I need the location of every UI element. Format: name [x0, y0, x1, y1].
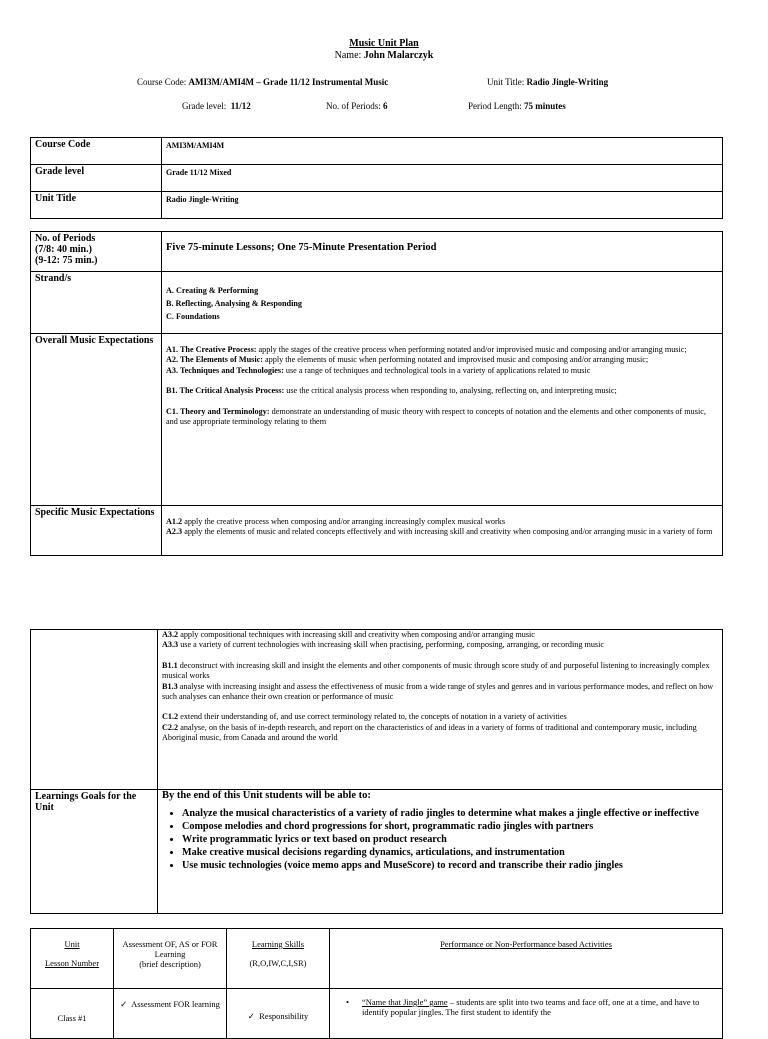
unit-title-label: Unit Title: [487, 77, 525, 87]
periods-line [326, 101, 388, 111]
expectation-item [162, 723, 718, 744]
expectation-item [162, 661, 718, 682]
expectation-text: apply the creative process when composing and/or arranging increasingly complex musical works [182, 517, 506, 526]
expectations-table [30, 231, 723, 556]
expectation-code: C1. Theory and Terminology: [166, 406, 270, 416]
unit-title-cell-label: Unit Title [31, 192, 162, 219]
name-label: Name: [334, 50, 362, 61]
period-length-label: Period Length: [468, 101, 522, 111]
specific-cell [162, 506, 723, 556]
expectation-code: B1. The Critical Analysis Process: [166, 386, 285, 396]
assessment-header-label: Assessment OF, AS or FOR Learning [122, 939, 218, 959]
list-item: • Compose melodies and chord progressions for short, programmatic radio jingles with partners [182, 820, 718, 833]
activity-name: “Name that Jingle” game [362, 997, 448, 1007]
specific-cont-cell [158, 630, 723, 790]
activities-header-label: Performance or Non-Performance based Activities [440, 939, 612, 949]
unit-header [31, 929, 114, 989]
grade-level-cell: Grade 11/12 Mixed [162, 165, 723, 192]
course-code-cell: AMI3M/AMI4M [162, 138, 723, 165]
page-title: Music Unit Plan [349, 38, 419, 49]
table-row [31, 272, 723, 334]
overall-cell-label: Overall Music Expectations [31, 334, 162, 506]
bullet-icon: • [346, 997, 349, 1007]
author-name: John Malarczyk [363, 50, 434, 61]
strand-item: C. Foundations [166, 312, 220, 321]
check-icon: ✓ [247, 1011, 255, 1021]
unit-title-cell: Radio Jingle-Writing [162, 192, 723, 219]
periods-cell: Five 75-minute Lessons; One 75-Minute Presentation Period [162, 232, 723, 272]
expectation-text: analyse, on the basis of in-depth research, and report on the characteristics of and ideas in a variety of forms of traditional and contemporary music, including Aboriginal music, from Canada and around the world [162, 722, 697, 743]
course-code-value: AMI3M/AMI4M – Grade 11/12 Instrumental Music [188, 77, 389, 87]
expectation-text: apply the elements of music and related concepts effectively and with increasing skill and creativity when composing and/or arranging music in a variety of form [182, 527, 713, 537]
unit-title-value: Radio Jingle-Writing [526, 77, 609, 87]
expectation-item [166, 345, 718, 355]
strand-item: B. Reflecting, Analysing & Responding [166, 299, 303, 308]
expectation-text: use the critical analysis process when responding to, analysing, reflecting on, and interpreting music; [284, 386, 617, 396]
course-code-line [137, 77, 388, 87]
expectation-text: demonstrate an understanding of music theory with respect to concepts of notation and the elements and other components of music, and use appropriate terminology relating to them [166, 406, 706, 427]
expectation-text: apply the stages of the creative process when performing notated and/or improvised music and composing and/or arranging music; [256, 345, 687, 354]
expectation-text: use a range of techniques and technological tools in a variety of applications related to music [283, 365, 591, 375]
strand-cell [162, 272, 723, 334]
course-info-table [30, 137, 723, 219]
specific-cont-cell-label [31, 630, 158, 790]
expectation-text: analyse with increasing insight and assess the effectiveness of music from a wide range of styles and genres and in various performance modes, and reflect on how such analyses can enhance their own creation or performance of music [162, 681, 714, 702]
specific-cell-label: Specific Music Expectations [31, 506, 162, 556]
expectation-item [166, 517, 718, 527]
assessment-cell [114, 989, 227, 1039]
expectation-text: apply the elements of music when performing notated and improvised music and composing and/or arranging music; [262, 355, 649, 365]
skill-value: Responsibility [259, 1011, 309, 1021]
expectation-item [166, 366, 718, 376]
check-icon: ✓ [120, 999, 128, 1009]
periods-cell-label: No. of Periods (7/8: 40 min.) (9-12: 75 min.) [31, 232, 162, 272]
table-row [31, 790, 723, 914]
goals-list [162, 807, 718, 872]
table-row [31, 165, 723, 192]
table-row [31, 989, 723, 1039]
period-length-value: 75 minutes [524, 101, 566, 111]
goals-cell [158, 790, 723, 914]
goals-intro: By the end of this Unit students will be able to: [162, 790, 371, 801]
grade-value: 11/12 [230, 101, 251, 111]
skill-cell [227, 989, 330, 1039]
grade-level-cell-label: Grade level [31, 165, 162, 192]
expectation-code: A1.2 [166, 517, 183, 526]
expectation-item [166, 386, 718, 396]
expectation-text: extend their understanding of, and use correct terminology related to, the concepts of notation in a variety of activities [178, 712, 567, 722]
expectation-text: deconstruct with increasing skill and insight the elements and other components of music through score study of and purposeful listening to increasingly complex musical works [162, 660, 710, 681]
activity-item [346, 997, 718, 1017]
strand-cell-label: Strand/s [31, 272, 162, 334]
periods-label: No. of Periods: [326, 101, 381, 111]
activity-cell [330, 989, 723, 1039]
expectation-code: C1.2 [162, 712, 179, 722]
table-row [31, 630, 723, 790]
lessons-table [30, 928, 723, 1039]
assessment-header-sub: (brief description) [139, 959, 201, 969]
goals-table [30, 629, 723, 914]
table-row [31, 334, 723, 506]
skills-header-label: Learning Skills [251, 939, 305, 949]
expectation-item [162, 682, 718, 703]
expectation-code: B1.1 [162, 660, 178, 670]
assessment-value: Assessment FOR learning [131, 999, 220, 1009]
class-cell: Class #1 [31, 989, 114, 1039]
activity-text: – students are split into two teams and face off, one at a time, and have to identify popular jingles. The first student to identify the [362, 997, 700, 1017]
list-item: • Make creative musical decisions regarding dynamics, articulations, and instrumentation [182, 846, 718, 859]
list-item: • Use music technologies (voice memo apps and MuseScore) to record and transcribe their radio jingles [182, 859, 718, 872]
grade-line [182, 101, 251, 111]
strand-item: A. Creating & Performing [166, 286, 259, 295]
activities-header [330, 929, 723, 989]
expectation-item [166, 407, 718, 428]
list-item: • Analyze the musical characteristics of a variety of radio jingles to determine what makes a jingle effective or ineffective [182, 807, 718, 820]
period-length-line [468, 101, 566, 111]
table-row [31, 138, 723, 165]
list-item: • Write programmatic lyrics or text based on product research [182, 833, 718, 846]
lesson-number-header: Lesson Number [44, 958, 100, 968]
expectation-code: A2. The Elements of Music: [166, 355, 263, 365]
table-row [31, 192, 723, 219]
expectation-item [162, 630, 718, 640]
table-row [31, 929, 723, 989]
assessment-header [114, 929, 227, 989]
expectation-item [166, 355, 718, 365]
course-code-cell-label: Course Code [31, 138, 162, 165]
expectation-text: use a variety of current technologies with increasing skill when practising, performing, composing, arranging, or recording music [178, 640, 605, 650]
goals-cell-label: Learnings Goals for the Unit [31, 790, 158, 914]
skills-header-sub: (R,O,IW,C,I,SR) [249, 958, 307, 968]
expectation-code: B1.3 [162, 681, 178, 691]
expectation-code: A2.3 [166, 527, 183, 537]
expectation-code: A3. Techniques and Technologies: [166, 365, 284, 375]
course-code-label: Course Code: [137, 77, 187, 87]
table-row [31, 232, 723, 272]
unit-header-label: Unit [64, 939, 80, 949]
expectation-code: C2.2 [162, 722, 179, 732]
expectation-code: A1. The Creative Process: [166, 345, 257, 354]
author-line [0, 50, 768, 61]
expectation-item [162, 640, 718, 650]
expectation-text: apply compositional techniques with increasing skill and creativity when composing and/or arranging music [178, 630, 535, 639]
expectation-item [166, 527, 718, 537]
expectation-code: A3.2 [162, 630, 179, 639]
expectation-item [162, 712, 718, 722]
overall-cell [162, 334, 723, 506]
table-row [31, 506, 723, 556]
skills-header [227, 929, 330, 989]
grade-label: Grade level: [182, 101, 227, 111]
expectation-code: A3.3 [162, 640, 179, 650]
periods-value: 6 [383, 101, 388, 111]
unit-title-line [487, 77, 608, 87]
